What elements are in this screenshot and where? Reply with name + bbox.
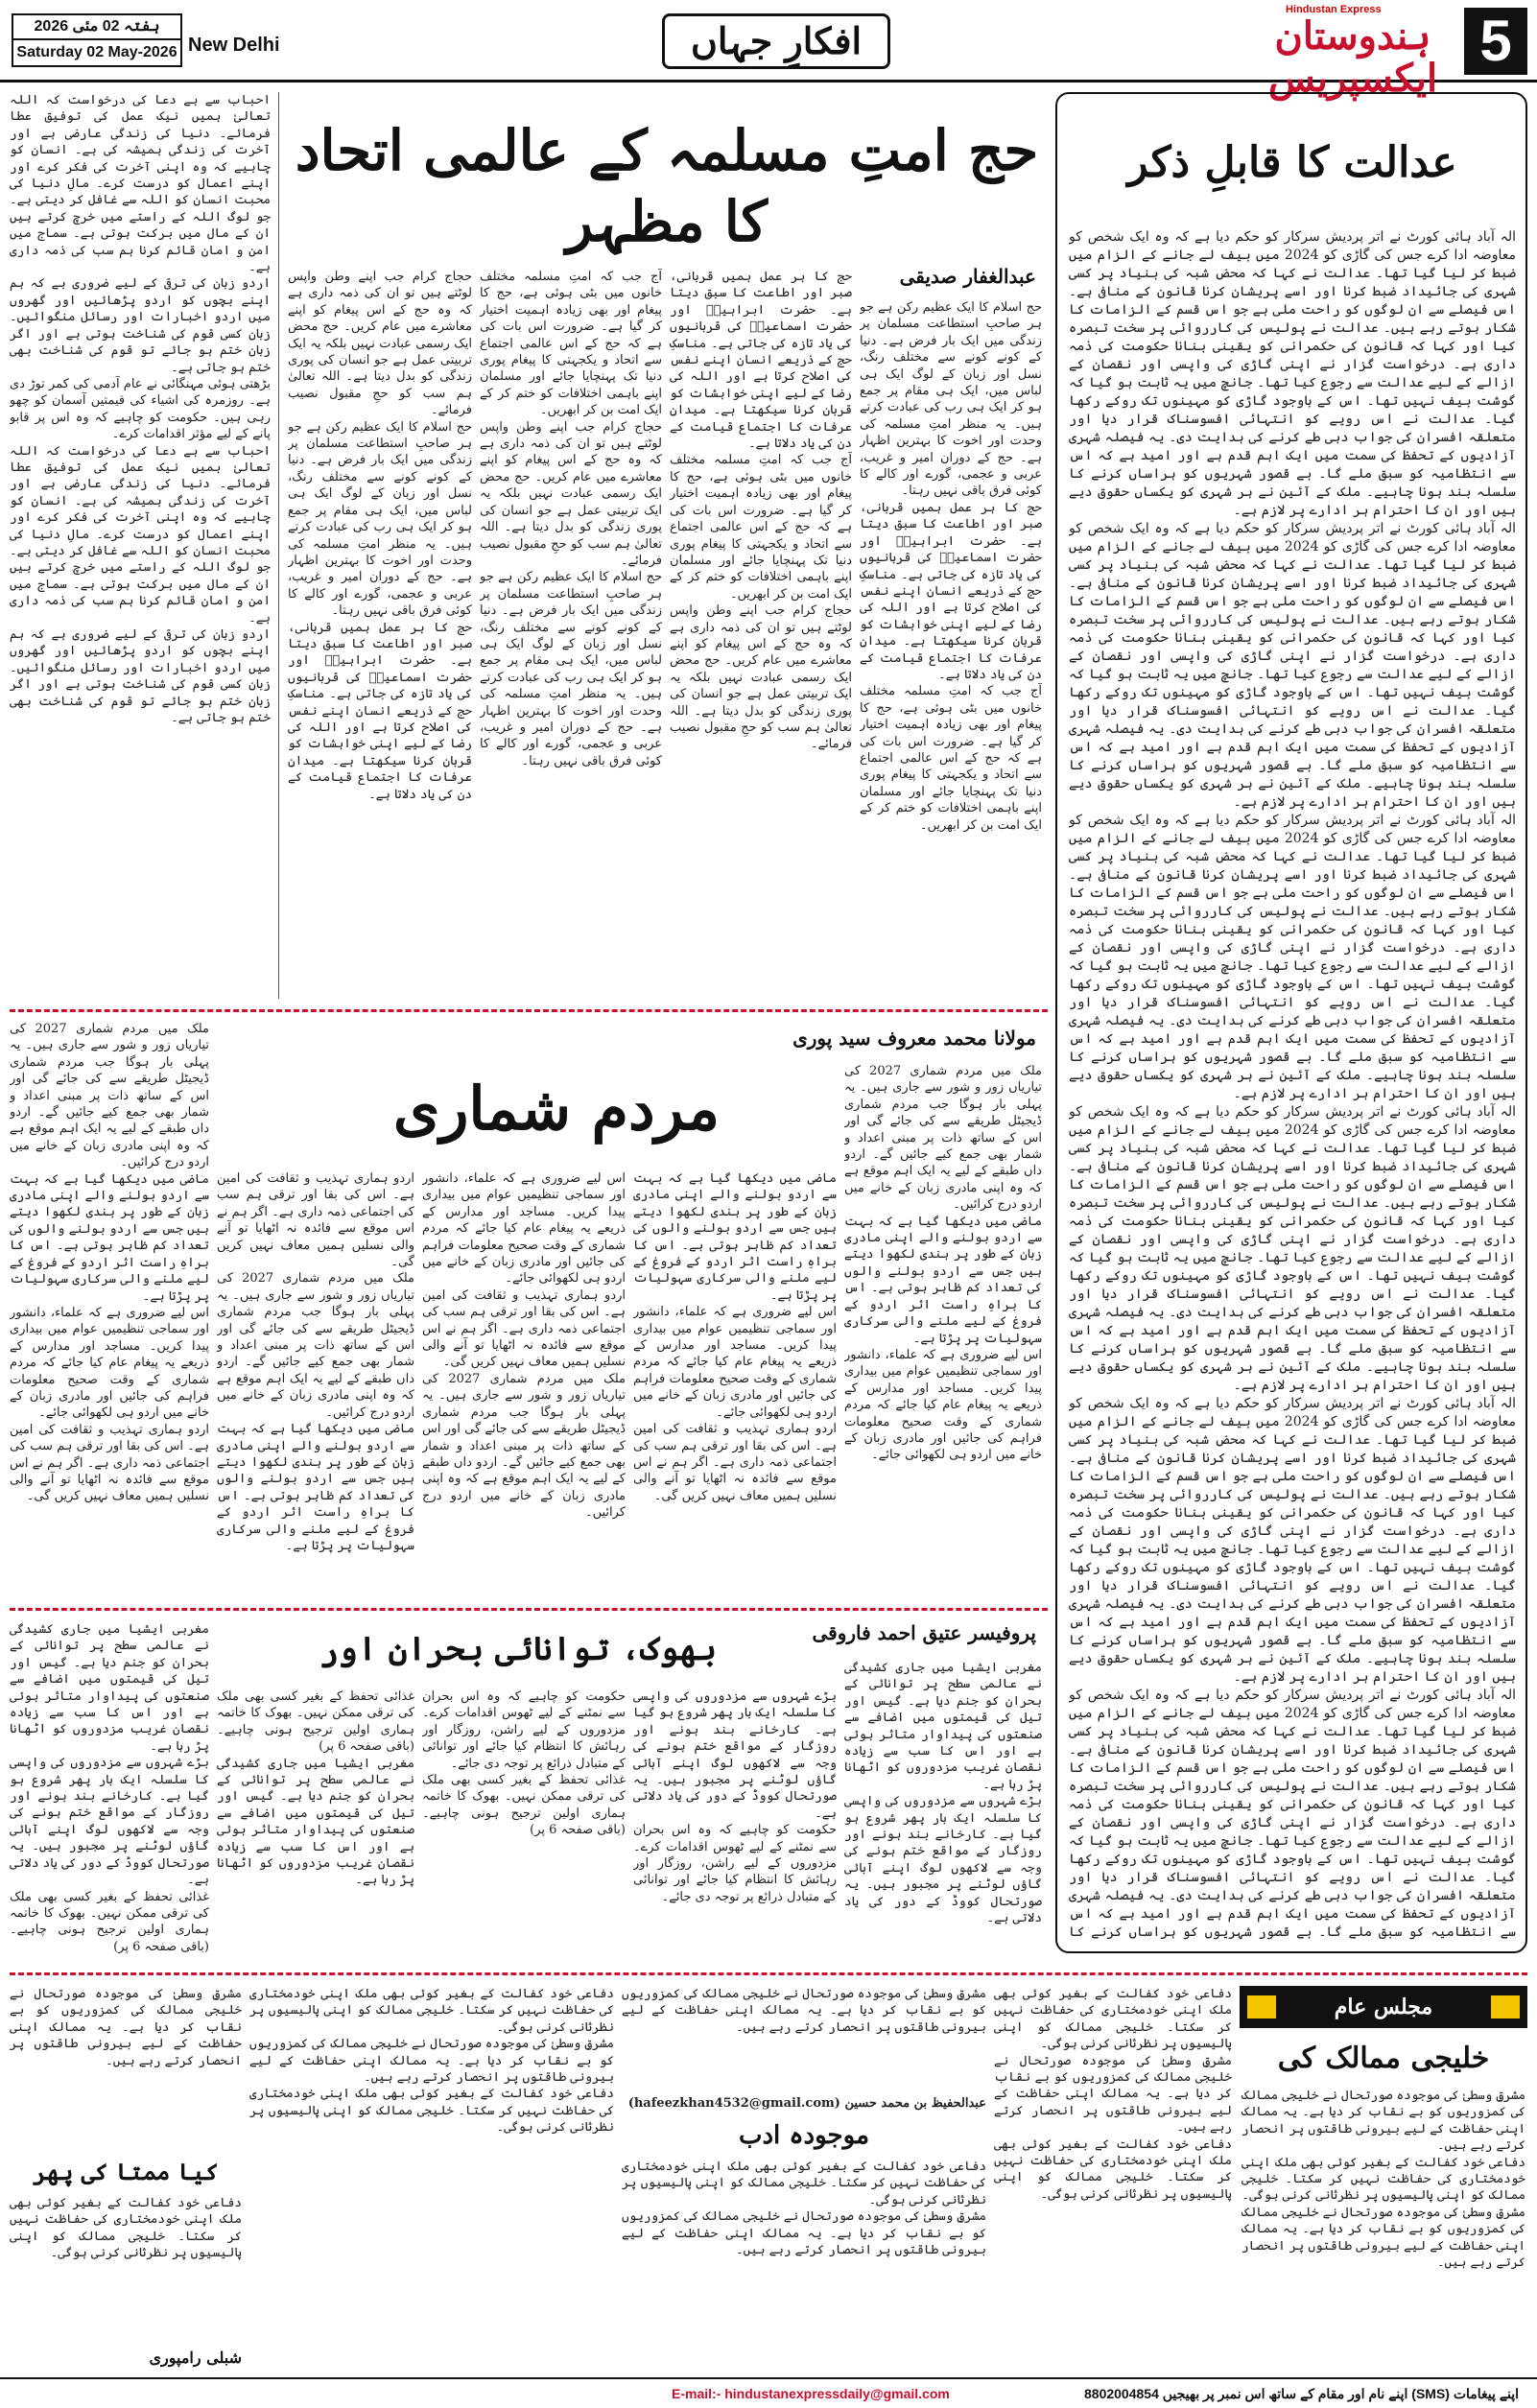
hunger-text-5: مغربی ایشیا میں جاری کشیدگی نے عالمی سطح پر توانائی کے بحران کو جنم دیا ہے۔ گیس اور تیل کی قیمتوں میں اضافے سے صنعتوں کی پیداوار متاثر ہوئی ہے اور اس کا سب سے زیادہ نقصان غریب مزدوروں کو اٹھانا پڑ رہا ہے۔ xyxy=(10,1622,209,1754)
census-text-1c: اس لیے ضروری ہے کہ علماء، دانشور اور سماجی تنظیمیں عوام میں بیداری پیدا کریں۔ مساجد اور مدارس کے ذریعے یہ پیغام عام کیا جائے کہ مردم شماری کے وقت صحیح معلومات فراہم کی جائیں اور مادری زبان کے خانے میں اردو ہی لکھوائی جائے۔ xyxy=(844,1347,1042,1463)
majlis-text-5: دفاعی خود کفالت کے بغیر کوئی بھی ملک اپنی خودمختاری کی حفاظت نہیں کر سکتا۔ خلیجی ممالک کو اپنی پالیسیوں پر نظرثانی کرنی ہوگی۔ xyxy=(249,1987,614,2035)
census-text-2c: اردو ہماری تہذیب و ثقافت کی امین ہے۔ اس کی بقا اور ترقی ہم سب کی اجتماعی ذمہ داری ہے۔ اگر ہم نے اس موقع سے فائدہ نہ اٹھایا تو آنے والی نسلیں ہمیں معاف نہیں کریں گی۔ xyxy=(633,1422,837,1503)
hajj-text-4c: حج کا ہر عمل ہمیں قربانی، صبر اور اطاعت کا سبق دیتا ہے۔ حضرت ابراہیمؑ اور حضرت اسماعیلؑ کی قربانیوں کی یاد تازہ کی جاتی ہے۔ مناسکِ حج کے ذریعے انسان اپنے نفس کی اصلاح کرتا ہے اور اللہ کی رضا کے لیے اپنی خواہشات کو قربان کرنا سیکھتا ہے۔ میدانِ عرفات کا اجتماع قیامت کے دن کی یاد دلاتا ہے۔ xyxy=(288,620,472,802)
census-text-4: اردو ہماری تہذیب و ثقافت کی امین ہے۔ اس کی بقا اور ترقی ہم سب کی اجتماعی ذمہ داری ہے۔ اگر ہم نے اس موقع سے فائدہ نہ اٹھایا تو آنے والی نسلیں ہمیں معاف نہیں کریں گی۔ xyxy=(217,1171,414,1270)
majlis-col-6 xyxy=(10,1986,242,2149)
majlis-text-5c: دفاعی خود کفالت کے بغیر کوئی بھی ملک اپنی خودمختاری کی حفاظت نہیں کر سکتا۔ خلیجی ممالک کو اپنی پالیسیوں پر نظرثانی کرنی ہوگی۔ xyxy=(249,2087,614,2136)
city-label: New Delhi xyxy=(188,35,280,56)
adab-subhead: موجودہ ادب xyxy=(738,2121,869,2150)
hunger-text-1: مغربی ایشیا میں جاری کشیدگی نے عالمی سطح پر توانائی کے بحران کو جنم دیا ہے۔ گیس اور تیل کی قیمتوں میں اضافے سے صنعتوں کی پیداوار متاثر ہوئی ہے اور اس کا سب سے زیادہ نقصان غریب مزدوروں کو اٹھانا پڑ رہا ہے۔ xyxy=(844,1661,1042,1792)
hajj-col-4 xyxy=(288,269,472,1000)
court-headline: عدالت کا قابلِ ذکر xyxy=(1127,138,1457,187)
census-headline: مردم شماری xyxy=(392,1074,721,1144)
left-column-1 xyxy=(10,92,271,999)
footer-email[interactable]: E-mail:- hindustanexpressdaily@gmail.com xyxy=(672,2386,950,2401)
hunger-text-4: غذائی تحفظ کے بغیر کسی بھی ملک کی ترقی ممکن نہیں۔ بھوک کا خاتمہ ہماری اولین ترجیح ہونی چاہیے۔ (باقی صفحہ 6 پر) xyxy=(217,1689,414,1755)
masthead-logo xyxy=(1247,4,1458,101)
majlis-label-box xyxy=(1240,1986,1527,2028)
census-text-5c: اس لیے ضروری ہے کہ علماء، دانشور اور سماجی تنظیمیں عوام میں بیداری پیدا کریں۔ مساجد اور مدارس کے ذریعے یہ پیغام عام کیا جائے کہ مردم شماری کے وقت صحیح معلومات فراہم کی جائیں اور مادری زبان کے خانے میں اردو ہی لکھوائی جائے۔ xyxy=(10,1305,209,1421)
court-text-6: الہ آباد ہائی کورٹ نے اتر پردیش سرکار کو حکم دیا ہے کہ وہ ایک شخص کو معاوضہ ادا کرے جس کی گاڑی کو 2024 میں بیف لے جانے کے الزام میں ضبط کر لیا گیا تھا۔ عدالت نے کہا کہ محض شبہ کی بنیاد پر کسی شہری کی جائیداد ضبط کرنا اور اسے پریشان کرنا قانون کے منافی ہے۔ اس فیصلے سے ان لوگوں کو راحت ملی ہے جو اس قسم کے الزامات کا شکار ہوتے رہے ہیں۔ عدالت نے پولیس کی کارروائی پر سخت تبصرہ کیا اور کہا کہ قانون کی حکمرانی کو یقینی بنانا حکومت کی ذمہ داری ہے۔ درخواست گزار نے اپنی گاڑی کی واپسی اور نقصان کے ازالے کے لیے عدالت سے رجوع کیا تھا۔ جانچ میں یہ ثابت ہو گیا کہ گوشت بیف نہیں تھا۔ اس کے باوجود گاڑی کو مہینوں تک روکے رکھا گیا۔ عدالت نے اس رویے کو انتہائی افسوسناک قرار دیا اور متعلقہ افسران کی جواب دہی طے کرنے کی ہدایت دی۔ یہ فیصلہ شہری آزادیوں کے تحفظ کی سمت میں ایک اہم قدم ہے اور امید ہے کہ اس سے انتظامیہ کو سبق ملے گا۔ بے قصور شہریوں کو ہراساں کرنے کا xyxy=(1069,1688,1516,1940)
hunger-text-3: حکومت کو چاہیے کہ وہ اس بحران سے نمٹنے کے لیے ٹھوس اقدامات کرے۔ مزدوروں کے لیے راشن، روزگار اور رہائش کا انتظام کیا جائے اور توانائی کے متبادل ذرائع پر توجہ دی جائے۔ xyxy=(422,1689,626,1771)
census-text-2: ماضی میں دیکھا گیا ہے کہ بہت سے اردو بولنے والے اپنی مادری زبان کے طور پر ہندی لکھوا دیتے ہیں جس سے اردو بولنے والوں کی تعداد کم ظاہر ہوتی ہے۔ اس کا براہِ راست اثر اردو کے فروغ کے لیے ملنے والی سرکاری سہولیات پر پڑتا ہے۔ xyxy=(633,1171,837,1303)
court-col xyxy=(1069,228,1516,1942)
page-footer xyxy=(0,2377,1537,2408)
hajj-text-1: حج اسلام کا ایک عظیم رکن ہے جو ہر صاحبِ استطاعت مسلمان پر زندگی میں ایک بار فرض ہے۔ دنیا کے کونے کونے سے مختلف رنگ، نسل اور زبان کے لوگ ایک ہی لباس میں، ایک ہی مقام پر جمع ہو کر ایک ہی رب کی عبادت کرتے ہیں۔ یہ منظر امتِ مسلمہ کی وحدت اور اخوت کا بہترین اظہار ہے۔ حج کے دوران امیر و غریب، عربی و عجمی، گورے اور کالے کا کوئی فرق باقی نہیں رہتا۔ xyxy=(860,300,1042,499)
section-divider-2 xyxy=(10,1608,1048,1611)
date-box xyxy=(12,13,182,67)
census-text-4b: ملک میں مردم شماری 2027 کی تیاریاں زور و شور سے جاری ہیں۔ یہ پہلی بار ہوگا جب مردم شماری ڈیجیٹل طریقے سے کی جائے گی اور اس کے ساتھ ذات پر مبنی اعداد و شمار بھی جمع کیے جائیں گے۔ اردو داں طبقے کے لیے یہ ایک اہم موقع ہے کہ وہ اپنی مادری زبان کے خانے میں اردو درج کرائیں۔ xyxy=(217,1271,414,1420)
census-col-2 xyxy=(633,1170,837,1600)
court-text-1: الہ آباد ہائی کورٹ نے اتر پردیش سرکار کو حکم دیا ہے کہ وہ ایک شخص کو معاوضہ ادا کرے جس کی گاڑی کو 2024 میں بیف لے جانے کے الزام میں ضبط کر لیا گیا تھا۔ عدالت نے کہا کہ محض شبہ کی بنیاد پر کسی شہری کی جائیداد ضبط کرنا اور اسے پریشان کرنا قانون کے منافی ہے۔ اس فیصلے سے ان لوگوں کو راحت ملی ہے جو اس قسم کے الزامات کا شکار ہوتے رہے ہیں۔ عدالت نے پولیس کی کارروائی پر سخت تبصرہ کیا اور کہا کہ قانون کی حکمرانی کو یقینی بنانا حکومت کی ذمہ داری ہے۔ درخواست گزار نے اپنی گاڑی کی واپسی اور نقصان کے ازالے کے لیے عدالت سے رجوع کیا تھا۔ جانچ میں یہ ثابت ہو گیا کہ گوشت بیف نہیں تھا۔ اس کے باوجود گاڑی کو مہینوں تک روکے رکھا گیا۔ عدالت نے اس رویے کو انتہائی افسوسناک قرار دیا اور متعلقہ افسران کی جواب دہی طے کرنے کی ہدایت دی۔ یہ فیصلہ شہری آزادیوں کے تحفظ کی سمت میں ایک اہم قدم ہے اور امید ہے کہ اس سے انتظامیہ کو سبق ملے گا۔ بے قصور شہریوں کو ہراساں کرنے کا سلسلہ بند ہونا چاہیے۔ ملک کے آئین نے ہر شہری کو یکساں حقوق دیے ہیں اور ان کا احترام ہر ادارے پر لازم ہے۔ xyxy=(1069,229,1516,518)
majlis-text-7: دفاعی خود کفالت کے بغیر کوئی بھی ملک اپنی خودمختاری کی حفاظت نہیں کر سکتا۔ خلیجی ممالک کو اپنی پالیسیوں پر نظرثانی کرنی ہوگی۔ xyxy=(10,2196,242,2261)
masthead-title: ہندوستان ایکسپریس xyxy=(1267,13,1438,101)
majlis-col-7 xyxy=(10,2195,242,2347)
yellow-square-icon xyxy=(1247,1995,1276,2018)
census-text-4c: ماضی میں دیکھا گیا ہے کہ بہت سے اردو بولنے والے اپنی مادری زبان کے طور پر ہندی لکھوا دیتے ہیں جس سے اردو بولنے والوں کی تعداد کم ظاہر ہوتی ہے۔ اس کا براہِ راست اثر اردو کے فروغ کے لیے ملنے والی سرکاری سہولیات پر پڑتا ہے۔ xyxy=(217,1422,414,1553)
census-col-4 xyxy=(217,1170,414,1600)
section-title: افکارِ جہاں xyxy=(662,13,890,69)
section-divider-3 xyxy=(10,1972,1527,1975)
left-text-1b: احباب سے ہے دعا کی درخواست کہ اللہ تعالیٰ ہمیں نیک عمل کی توفیق عطا فرمائے۔ دنیا کی زندگی عارضی ہے اور آخرت کی زندگی ہمیشہ کی ہے۔ انسان کو چاہیے کہ وہ اپنی آخرت کی فکر کرے اور اپنے اعمال کو درست کرے۔ مالِ دنیا کی محبت انسان کو اللہ سے غافل کر دیتی ہے۔ جو لوگ اللہ کے راستے میں خرچ کرتے ہیں ان کے مال میں برکت ہوتی ہے۔ سماج میں امن و امان قائم کرنا ہم سب کی ذمہ داری ہے۔ xyxy=(10,443,271,626)
hunger-col-3 xyxy=(422,1688,626,1963)
census-text-3: اس لیے ضروری ہے کہ علماء، دانشور اور سماجی تنظیمیں عوام میں بیداری پیدا کریں۔ مساجد اور مدارس کے ذریعے یہ پیغام عام کیا جائے کہ مردم شماری کے وقت صحیح معلومات فراہم کی جائیں اور مادری زبان کے خانے میں اردو ہی لکھوائی جائے۔ xyxy=(422,1171,626,1287)
majlis-email-line: عبدالحفیظ بن محمد حسین (hafeezkhan4532@gmail.com) xyxy=(627,2096,986,2111)
majlis-col-1 xyxy=(1241,2088,1525,2372)
census-text-2b: اس لیے ضروری ہے کہ علماء، دانشور اور سماجی تنظیمیں عوام میں بیداری پیدا کریں۔ مساجد اور مدارس کے ذریعے یہ پیغام عام کیا جائے کہ مردم شماری کے وقت صحیح معلومات فراہم کی جائیں اور مادری زبان کے خانے میں اردو ہی لکھوائی جائے۔ xyxy=(633,1305,837,1420)
hunger-text-1b: بڑے شہروں سے مزدوروں کی واپسی کا سلسلہ ایک بار پھر شروع ہو گیا ہے۔ کارخانے بند ہونے اور روزگار کے مواقع ختم ہونے کی وجہ سے لاکھوں لوگ اپنے آبائی گاؤں لوٹنے پر مجبور ہیں۔ یہ صورتحال کووڈ کے دور کی یاد دلاتی ہے۔ xyxy=(844,1794,1042,1926)
hajj-text-2: حج کا ہر عمل ہمیں قربانی، صبر اور اطاعت کا سبق دیتا ہے۔ حضرت ابراہیمؑ اور حضرت اسماعیلؑ کی قربانیوں کی یاد تازہ کی جاتی ہے۔ مناسکِ حج کے ذریعے انسان اپنے نفس کی اصلاح کرتا ہے اور اللہ کی رضا کے لیے اپنی خواہشات کو قربان کرنا سیکھتا ہے۔ میدانِ عرفات کا اجتماع قیامت کے دن کی یاد دلاتا ہے۔ xyxy=(670,270,852,452)
majlis-text-1b: دفاعی خود کفالت کے بغیر کوئی بھی ملک اپنی خودمختاری کی حفاظت نہیں کر سکتا۔ خلیجی ممالک کو اپنی پالیسیوں پر نظرثانی کرنی ہوگی۔ xyxy=(1241,2155,1525,2204)
majlis-label: مجلس عام xyxy=(1334,1995,1433,2019)
census-text-5b: ماضی میں دیکھا گیا ہے کہ بہت سے اردو بولنے والے اپنی مادری زبان کے طور پر ہندی لکھوا دیتے ہیں جس سے اردو بولنے والوں کی تعداد کم ظاہر ہوتی ہے۔ اس کا براہِ راست اثر اردو کے فروغ کے لیے ملنے والی سرکاری سہولیات پر پڑتا ہے۔ xyxy=(10,1171,209,1304)
census-text-1b: ماضی میں دیکھا گیا ہے کہ بہت سے اردو بولنے والے اپنی مادری زبان کے طور پر ہندی لکھوا دیتے ہیں جس سے اردو بولنے والوں کی تعداد کم ظاہر ہوتی ہے۔ اس کا براہِ راست اثر اردو کے فروغ کے لیے ملنے والی سرکاری سہولیات پر پڑتا ہے۔ xyxy=(844,1214,1042,1346)
census-text-5: ملک میں مردم شماری 2027 کی تیاریاں زور و شور سے جاری ہیں۔ یہ پہلی بار ہوگا جب مردم شماری ڈیجیٹل طریقے سے کی جائے گی اور اس کے ساتھ ذات پر مبنی اعداد و شمار بھی جمع کیے جائیں گے۔ اردو داں طبقے کے لیے یہ ایک اہم موقع ہے کہ وہ اپنی مادری زبان کے خانے میں اردو درج کرائیں۔ xyxy=(10,1022,209,1170)
hajj-headline: حج امتِ مسلمہ کے عالمی اتحاد کا مظہر xyxy=(295,118,1039,254)
page-header xyxy=(0,0,1537,101)
majlis-col-5 xyxy=(249,1986,614,2372)
majlis-text-1c: مشرقِ وسطیٰ کی موجودہ صورتحال نے خلیجی ممالک کی کمزوریوں کو بے نقاب کر دیا ہے۔ یہ ممالک اپنی حفاظت کے لیے بیرونی طاقتوں پر انحصار کرتے رہے ہیں۔ xyxy=(1241,2205,1525,2271)
court-text-3: الہ آباد ہائی کورٹ نے اتر پردیش سرکار کو حکم دیا ہے کہ وہ ایک شخص کو معاوضہ ادا کرے جس کی گاڑی کو 2024 میں بیف لے جانے کے الزام میں ضبط کر لیا گیا تھا۔ عدالت نے کہا کہ محض شبہ کی بنیاد پر کسی شہری کی جائیداد ضبط کرنا اور اسے پریشان کرنا قانون کے منافی ہے۔ اس فیصلے سے ان لوگوں کو راحت ملی ہے جو اس قسم کے الزامات کا شکار ہوتے رہے ہیں۔ عدالت نے پولیس کی کارروائی پر سخت تبصرہ کیا اور کہا کہ قانون کی حکمرانی کو یقینی بنانا حکومت کی ذمہ داری ہے۔ درخواست گزار نے اپنی گاڑی کی واپسی اور نقصان کے ازالے کے لیے عدالت سے رجوع کیا تھا۔ جانچ میں یہ ثابت ہو گیا کہ گوشت بیف نہیں تھا۔ اس کے باوجود گاڑی کو مہینوں تک روکے رکھا گیا۔ عدالت نے اس رویے کو انتہائی افسوسناک قرار دیا اور متعلقہ افسران کی جواب دہی طے کرنے کی ہدایت دی۔ یہ فیصلہ شہری آزادیوں کے تحفظ کی سمت میں ایک اہم قدم ہے اور امید ہے کہ اس سے انتظامیہ کو سبق ملے گا۔ بے قصور شہریوں کو ہراساں کرنے کا سلسلہ بند ہونا چاہیے۔ ملک کے آئین نے ہر شہری کو یکساں حقوق دیے ہیں اور ان کا احترام ہر ادارے پر لازم ہے۔ xyxy=(1069,813,1516,1101)
hajj-text-1c: آج جب کہ امتِ مسلمہ مختلف خانوں میں بٹی ہوئی ہے، حج کا پیغام اور بھی زیادہ اہمیت اختیار کر گیا ہے۔ ضرورت اس بات کی ہے کہ حج کے اس عالمی اجتماع سے اتحاد و یکجہتی کا پیغام پوری دنیا تک پہنچایا جائے اور مسلمان اپنے باہمی اختلافات کو ختم کر کے ایک امت بن کر ابھریں۔ xyxy=(860,684,1042,833)
hajj-text-2c: حجاج کرام جب اپنے وطن واپس لوٹتے ہیں تو ان کی ذمہ داری ہے کہ وہ حج کے اس پیغام کو اپنے معاشرے میں عام کریں۔ حج محض ایک رسمی عبادت نہیں بلکہ یہ ایک تربیتی عمل ہے جو انسان کی پوری زندگی کو بدل دیتا ہے۔ اللہ تعالیٰ ہم سب کو حجِ مقبول نصیب فرمائے۔ xyxy=(670,603,852,752)
hunger-col-2 xyxy=(633,1688,837,1963)
left-text-1: احباب سے ہے دعا کی درخواست کہ اللہ تعالیٰ ہمیں نیک عمل کی توفیق عطا فرمائے۔ دنیا کی زندگی عارضی ہے اور آخرت کی زندگی ہمیشہ کی ہے۔ انسان کو چاہیے کہ وہ اپنی آخرت کی فکر کرے اور اپنے اعمال کو درست کرے۔ مالِ دنیا کی محبت انسان کو اللہ سے غافل کر دیتی ہے۔ جو لوگ اللہ کے راستے میں خرچ کرتے ہیں ان کے مال میں برکت ہوتی ہے۔ سماج میں امن و امان قائم کرنا ہم سب کی ذمہ داری ہے۔ xyxy=(10,93,271,275)
date-english: Saturday 02 May-2026 xyxy=(16,44,177,60)
majlis-text-3: مشرقِ وسطیٰ کی موجودہ صورتحال نے خلیجی ممالک کی کمزوریوں کو بے نقاب کر دیا ہے۔ یہ ممالک اپنی حفاظت کے لیے بیرونی طاقتوں پر انحصار کرتے رہے ہیں۔ xyxy=(622,1987,986,2035)
hajj-col-3 xyxy=(480,269,662,1000)
majlis-text-6: مشرقِ وسطیٰ کی موجودہ صورتحال نے خلیجی ممالک کی کمزوریوں کو بے نقاب کر دیا ہے۔ یہ ممالک اپنی حفاظت کے لیے بیرونی طاقتوں پر انحصار کرتے رہے ہیں۔ xyxy=(10,1987,242,2068)
hajj-text-3: آج جب کہ امتِ مسلمہ مختلف خانوں میں بٹی ہوئی ہے، حج کا پیغام اور بھی زیادہ اہمیت اختیار کر گیا ہے۔ ضرورت اس بات کی ہے کہ حج کے اس عالمی اجتماع سے اتحاد و یکجہتی کا پیغام پوری دنیا تک پہنچایا جائے اور مسلمان اپنے باہمی اختلافات کو ختم کر کے ایک امت بن کر ابھریں۔ xyxy=(480,270,662,418)
hunger-text-3b: غذائی تحفظ کے بغیر کسی بھی ملک کی ترقی ممکن نہیں۔ بھوک کا خاتمہ ہماری اولین ترجیح ہونی چاہیے۔ (باقی صفحہ 6 پر) xyxy=(422,1773,626,1838)
majlis-headline: خلیجی ممالک کی xyxy=(1277,2042,1490,2075)
census-text-1: ملک میں مردم شماری 2027 کی تیاریاں زور و شور سے جاری ہیں۔ یہ پہلی بار ہوگا جب مردم شماری ڈیجیٹل طریقے سے کی جائے گی اور اس کے ساتھ ذات پر مبنی اعداد و شمار بھی جمع کیے جائیں گے۔ اردو داں طبقے کے لیے یہ ایک اہم موقع ہے کہ وہ اپنی مادری زبان کے خانے میں اردو درج کرائیں۔ xyxy=(844,1064,1042,1213)
mamta-subhead: کیا ممتا کی پھر xyxy=(33,2158,219,2185)
hajj-text-4b: حج اسلام کا ایک عظیم رکن ہے جو ہر صاحبِ استطاعت مسلمان پر زندگی میں ایک بار فرض ہے۔ دنیا کے کونے کونے سے مختلف رنگ، نسل اور زبان کے لوگ ایک ہی لباس میں، ایک ہی مقام پر جمع ہو کر ایک ہی رب کی عبادت کرتے ہیں۔ یہ منظر امتِ مسلمہ کی وحدت اور اخوت کا بہترین اظہار ہے۔ حج کے دوران امیر و غریب، عربی و عجمی، گورے اور کالے کا کوئی فرق باقی نہیں رہتا۔ xyxy=(288,419,472,619)
census-col-5 xyxy=(10,1021,209,1600)
majlis-col-4 xyxy=(622,2159,986,2372)
hunger-byline: پروفیسر عتیق احمد فاروقی xyxy=(812,1621,1036,1644)
hunger-text-2: بڑے شہروں سے مزدوروں کی واپسی کا سلسلہ ایک بار پھر شروع ہو گیا ہے۔ کارخانے بند ہونے اور روزگار کے مواقع ختم ہونے کی وجہ سے لاکھوں لوگ اپنے آبائی گاؤں لوٹنے پر مجبور ہیں۔ یہ صورتحال کووڈ کے دور کی یاد دلاتی ہے۔ xyxy=(633,1689,837,1821)
hajj-text-4: حجاج کرام جب اپنے وطن واپس لوٹتے ہیں تو ان کی ذمہ داری ہے کہ وہ حج کے اس پیغام کو اپنے معاشرے میں عام کریں۔ حج محض ایک رسمی عبادت نہیں بلکہ یہ ایک تربیتی عمل ہے جو انسان کی پوری زندگی کو بدل دیتا ہے۔ اللہ تعالیٰ ہم سب کو حجِ مقبول نصیب فرمائے۔ xyxy=(288,270,472,418)
majlis-col-3 xyxy=(622,1986,986,2091)
census-text-5d: اردو ہماری تہذیب و ثقافت کی امین ہے۔ اس کی بقا اور ترقی ہم سب کی اجتماعی ذمہ داری ہے۔ اگر ہم نے اس موقع سے فائدہ نہ اٹھایا تو آنے والی نسلیں ہمیں معاف نہیں کریں گی۔ xyxy=(10,1422,209,1504)
majlis-text-4: دفاعی خود کفالت کے بغیر کوئی بھی ملک اپنی خودمختاری کی حفاظت نہیں کر سکتا۔ خلیجی ممالک کو اپنی پالیسیوں پر نظرثانی کرنی ہوگی۔ xyxy=(622,2160,986,2207)
hunger-col-1 xyxy=(844,1660,1042,1963)
hunger-col-4 xyxy=(217,1688,414,1963)
census-col-1 xyxy=(844,1063,1042,1600)
census-byline: مولانا محمد معروف سید پوری xyxy=(792,1027,1036,1050)
majlis-text-4b: مشرقِ وسطیٰ کی موجودہ صورتحال نے خلیجی ممالک کی کمزوریوں کو بے نقاب کر دیا ہے۔ یہ ممالک اپنی حفاظت کے لیے بیرونی طاقتوں پر انحصار کرتے رہے ہیں۔ xyxy=(622,2209,986,2258)
hajj-col-1 xyxy=(860,299,1042,1000)
majlis-text-2b: مشرقِ وسطیٰ کی موجودہ صورتحال نے خلیجی ممالک کی کمزوریوں کو بے نقاب کر دیا ہے۔ یہ ممالک اپنی حفاظت کے لیے بیرونی طاقتوں پر انحصار کرتے رہے ہیں۔ xyxy=(994,2053,1232,2136)
census-text-3c: ملک میں مردم شماری 2027 کی تیاریاں زور و شور سے جاری ہیں۔ یہ پہلی بار ہوگا جب مردم شماری ڈیجیٹل طریقے سے کی جائے گی اور اس کے ساتھ ذات پر مبنی اعداد و شمار بھی جمع کیے جائیں گے۔ اردو داں طبقے کے لیے یہ ایک اہم موقع ہے کہ وہ اپنی مادری زبان کے خانے میں اردو درج کرائیں۔ xyxy=(422,1371,626,1521)
left-text-2b: اردو زبان کی ترقی کے لیے ضروری ہے کہ ہم اپنے بچوں کو اردو پڑھائیں اور گھروں میں اردو اخبارات اور رسائل منگوائیں۔ زبان کسی قوم کی شناخت ہوتی ہے اور اگر زبان ختم ہو جائے تو قوم کی شناخت بھی ختم ہو جاتی ہے۔ xyxy=(10,627,271,726)
hajj-text-2b: آج جب کہ امتِ مسلمہ مختلف خانوں میں بٹی ہوئی ہے، حج کا پیغام اور بھی زیادہ اہمیت اختیار کر گیا ہے۔ ضرورت اس بات کی ہے کہ حج کے اس عالمی اجتماع سے اتحاد و یکجہتی کا پیغام پوری دنیا تک پہنچایا جائے اور مسلمان اپنے باہمی اختلافات کو ختم کر کے ایک امت بن کر ابھریں۔ xyxy=(670,453,852,602)
yellow-square-icon xyxy=(1491,1995,1520,2018)
hajj-byline: عبدالغفار صدیقی xyxy=(899,265,1036,288)
hunger-text-5b: بڑے شہروں سے مزدوروں کی واپسی کا سلسلہ ایک بار پھر شروع ہو گیا ہے۔ کارخانے بند ہونے اور روزگار کے مواقع ختم ہونے کی وجہ سے لاکھوں لوگ اپنے آبائی گاؤں لوٹنے پر مجبور ہیں۔ یہ صورتحال کووڈ کے دور کی یاد دلاتی ہے۔ xyxy=(10,1756,209,1888)
census-col-3 xyxy=(422,1170,626,1600)
majlis-text-5b: مشرقِ وسطیٰ کی موجودہ صورتحال نے خلیجی ممالک کی کمزوریوں کو بے نقاب کر دیا ہے۔ یہ ممالک اپنی حفاظت کے لیے بیرونی طاقتوں پر انحصار کرتے رہے ہیں۔ xyxy=(249,2037,614,2086)
mamta-author: شبلی رامپوری xyxy=(149,2349,242,2367)
hajj-col-2 xyxy=(670,269,852,1000)
hajj-text-3b: حجاج کرام جب اپنے وطن واپس لوٹتے ہیں تو ان کی ذمہ داری ہے کہ وہ حج کے اس پیغام کو اپنے معاشرے میں عام کریں۔ حج محض ایک رسمی عبادت نہیں بلکہ یہ ایک تربیتی عمل ہے جو انسان کی پوری زندگی کو بدل دیتا ہے۔ اللہ تعالیٰ ہم سب کو حجِ مقبول نصیب فرمائے۔ xyxy=(480,419,662,568)
masthead-sub: Hindustan Express xyxy=(1286,4,1382,15)
majlis-text-2c: دفاعی خود کفالت کے بغیر کوئی بھی ملک اپنی خودمختاری کی حفاظت نہیں کر سکتا۔ خلیجی ممالک کو اپنی پالیسیوں پر نظرثانی کرنی ہوگی۔ xyxy=(994,2137,1232,2202)
majlis-col-2 xyxy=(994,1986,1232,2372)
court-text-4: الہ آباد ہائی کورٹ نے اتر پردیش سرکار کو حکم دیا ہے کہ وہ ایک شخص کو معاوضہ ادا کرے جس کی گاڑی کو 2024 میں بیف لے جانے کے الزام میں ضبط کر لیا گیا تھا۔ عدالت نے کہا کہ محض شبہ کی بنیاد پر کسی شہری کی جائیداد ضبط کرنا اور اسے پریشان کرنا قانون کے منافی ہے۔ اس فیصلے سے ان لوگوں کو راحت ملی ہے جو اس قسم کے الزامات کا شکار ہوتے رہے ہیں۔ عدالت نے پولیس کی کارروائی پر سخت تبصرہ کیا اور کہا کہ قانون کی حکمرانی کو یقینی بنانا حکومت کی ذمہ داری ہے۔ درخواست گزار نے اپنی گاڑی کی واپسی اور نقصان کے ازالے کے لیے عدالت سے رجوع کیا تھا۔ جانچ میں یہ ثابت ہو گیا کہ گوشت بیف نہیں تھا۔ اس کے باوجود گاڑی کو مہینوں تک روکے رکھا گیا۔ عدالت نے اس رویے کو انتہائی افسوسناک قرار دیا اور متعلقہ افسران کی جواب دہی طے کرنے کی ہدایت دی۔ یہ فیصلہ شہری آزادیوں کے تحفظ کی سمت میں ایک اہم قدم ہے اور امید ہے کہ اس سے انتظامیہ کو سبق ملے گا۔ بے قصور شہریوں کو ہراساں کرنے کا سلسلہ بند ہونا چاہیے۔ ملک کے آئین نے ہر شہری کو یکساں حقوق دیے ہیں اور ان کا احترام ہر ادارے پر لازم ہے۔ xyxy=(1069,1104,1516,1393)
section-divider xyxy=(10,1009,1048,1012)
hunger-col-5 xyxy=(10,1621,209,1963)
hajj-text-1b: حج کا ہر عمل ہمیں قربانی، صبر اور اطاعت کا سبق دیتا ہے۔ حضرت ابراہیمؑ اور حضرت اسماعیلؑ کی قربانیوں کی یاد تازہ کی جاتی ہے۔ مناسکِ حج کے ذریعے انسان اپنے نفس کی اصلاح کرتا ہے اور اللہ کی رضا کے لیے اپنی خواہشات کو قربان کرنا سیکھتا ہے۔ میدانِ عرفات کا اجتماع قیامت کے دن کی یاد دلاتا ہے۔ xyxy=(860,500,1042,682)
hunger-text-2b: حکومت کو چاہیے کہ وہ اس بحران سے نمٹنے کے لیے ٹھوس اقدامات کرے۔ مزدوروں کے لیے راشن، روزگار اور رہائش کا انتظام کیا جائے اور توانائی کے متبادل ذرائع پر توجہ دی جائے۔ xyxy=(633,1823,837,1904)
majlis-text-2: دفاعی خود کفالت کے بغیر کوئی بھی ملک اپنی خودمختاری کی حفاظت نہیں کر سکتا۔ خلیجی ممالک کو اپنی پالیسیوں پر نظرثانی کرنی ہوگی۔ xyxy=(994,1987,1232,2052)
divider xyxy=(278,92,279,999)
court-text-5: الہ آباد ہائی کورٹ نے اتر پردیش سرکار کو حکم دیا ہے کہ وہ ایک شخص کو معاوضہ ادا کرے جس کی گاڑی کو 2024 میں بیف لے جانے کے الزام میں ضبط کر لیا گیا تھا۔ عدالت نے کہا کہ محض شبہ کی بنیاد پر کسی شہری کی جائیداد ضبط کرنا اور اسے پریشان کرنا قانون کے منافی ہے۔ اس فیصلے سے ان لوگوں کو راحت ملی ہے جو اس قسم کے الزامات کا شکار ہوتے رہے ہیں۔ عدالت نے پولیس کی کارروائی پر سخت تبصرہ کیا اور کہا کہ قانون کی حکمرانی کو یقینی بنانا حکومت کی ذمہ داری ہے۔ درخواست گزار نے اپنی گاڑی کی واپسی اور نقصان کے ازالے کے لیے عدالت سے رجوع کیا تھا۔ جانچ میں یہ ثابت ہو گیا کہ گوشت بیف نہیں تھا۔ اس کے باوجود گاڑی کو مہینوں تک روکے رکھا گیا۔ عدالت نے اس رویے کو انتہائی افسوسناک قرار دیا اور متعلقہ افسران کی جواب دہی طے کرنے کی ہدایت دی۔ یہ فیصلہ شہری آزادیوں کے تحفظ کی سمت میں ایک اہم قدم ہے اور امید ہے کہ اس سے انتظامیہ کو سبق ملے گا۔ بے قصور شہریوں کو ہراساں کرنے کا سلسلہ بند ہونا چاہیے۔ ملک کے آئین نے ہر شہری کو یکساں حقوق دیے ہیں اور ان کا احترام ہر ادارے پر لازم ہے۔ xyxy=(1069,1396,1516,1685)
hajj-text-3c: حج اسلام کا ایک عظیم رکن ہے جو ہر صاحبِ استطاعت مسلمان پر زندگی میں ایک بار فرض ہے۔ دنیا کے کونے کونے سے مختلف رنگ، نسل اور زبان کے لوگ ایک ہی لباس میں، ایک ہی مقام پر جمع ہو کر ایک ہی رب کی عبادت کرتے ہیں۔ یہ منظر امتِ مسلمہ کی وحدت اور اخوت کا بہترین اظہار ہے۔ حج کے دوران امیر و غریب، عربی و عجمی، گورے اور کالے کا کوئی فرق باقی نہیں رہتا۔ xyxy=(480,570,662,768)
left-text-3: بڑھتی ہوئی مہنگائی نے عام آدمی کی کمر توڑ دی ہے۔ روزمرہ کی اشیاء کی قیمتیں آسمان کو چھو رہی ہیں۔ حکومت کو چاہیے کہ وہ اس پر قابو پانے کے لیے مؤثر اقدامات کرے۔ xyxy=(10,376,271,442)
page-number: 5 xyxy=(1464,8,1527,75)
court-text-2: الہ آباد ہائی کورٹ نے اتر پردیش سرکار کو حکم دیا ہے کہ وہ ایک شخص کو معاوضہ ادا کرے جس کی گاڑی کو 2024 میں بیف لے جانے کے الزام میں ضبط کر لیا گیا تھا۔ عدالت نے کہا کہ محض شبہ کی بنیاد پر کسی شہری کی جائیداد ضبط کرنا اور اسے پریشان کرنا قانون کے منافی ہے۔ اس فیصلے سے ان لوگوں کو راحت ملی ہے جو اس قسم کے الزامات کا شکار ہوتے رہے ہیں۔ عدالت نے پولیس کی کارروائی پر سخت تبصرہ کیا اور کہا کہ قانون کی حکمرانی کو یقینی بنانا حکومت کی ذمہ داری ہے۔ درخواست گزار نے اپنی گاڑی کی واپسی اور نقصان کے ازالے کے لیے عدالت سے رجوع کیا تھا۔ جانچ میں یہ ثابت ہو گیا کہ گوشت بیف نہیں تھا۔ اس کے باوجود گاڑی کو مہینوں تک روکے رکھا گیا۔ عدالت نے اس رویے کو انتہائی افسوسناک قرار دیا اور متعلقہ افسران کی جواب دہی طے کرنے کی ہدایت دی۔ یہ فیصلہ شہری آزادیوں کے تحفظ کی سمت میں ایک اہم قدم ہے اور امید ہے کہ اس سے انتظامیہ کو سبق ملے گا۔ بے قصور شہریوں کو ہراساں کرنے کا سلسلہ بند ہونا چاہیے۔ ملک کے آئین نے ہر شہری کو یکساں حقوق دیے ہیں اور ان کا احترام ہر ادارے پر لازم ہے۔ xyxy=(1069,521,1516,810)
majlis-text-1: مشرقِ وسطیٰ کی موجودہ صورتحال نے خلیجی ممالک کی کمزوریوں کو بے نقاب کر دیا ہے۔ یہ ممالک اپنی حفاظت کے لیے بیرونی طاقتوں پر انحصار کرتے رہے ہیں۔ xyxy=(1241,2089,1525,2154)
date-urdu: ہفتہ 02 مئی 2026 xyxy=(13,15,180,40)
left-text-2: اردو زبان کی ترقی کے لیے ضروری ہے کہ ہم اپنے بچوں کو اردو پڑھائیں اور گھروں میں اردو اخبارات اور رسائل منگوائیں۔ زبان کسی قوم کی شناخت ہوتی ہے اور اگر زبان ختم ہو جائے تو قوم کی شناخت بھی ختم ہو جاتی ہے۔ xyxy=(10,276,271,375)
hunger-headline: بھوک، توانائی بحران اور xyxy=(319,1630,718,1668)
footer-sms: اپنے پیغامات (SMS) اپنے نام اور مقام کے ساتھ اس نمبر پر بھیجیں 8802004854 xyxy=(1084,2386,1520,2401)
hunger-text-5c: غذائی تحفظ کے بغیر کسی بھی ملک کی ترقی ممکن نہیں۔ بھوک کا خاتمہ ہماری اولین ترجیح ہونی چاہیے۔ (باقی صفحہ 6 پر) xyxy=(10,1889,209,1954)
census-text-3b: اردو ہماری تہذیب و ثقافت کی امین ہے۔ اس کی بقا اور ترقی ہم سب کی اجتماعی ذمہ داری ہے۔ اگر ہم نے اس موقع سے فائدہ نہ اٹھایا تو آنے والی نسلیں ہمیں معاف نہیں کریں گی۔ xyxy=(422,1287,626,1370)
hunger-text-4b: مغربی ایشیا میں جاری کشیدگی نے عالمی سطح پر توانائی کے بحران کو جنم دیا ہے۔ گیس اور تیل کی قیمتوں میں اضافے سے صنعتوں کی پیداوار متاثر ہوئی ہے اور اس کا سب سے زیادہ نقصان غریب مزدوروں کو اٹھانا پڑ رہا ہے۔ xyxy=(217,1756,414,1888)
